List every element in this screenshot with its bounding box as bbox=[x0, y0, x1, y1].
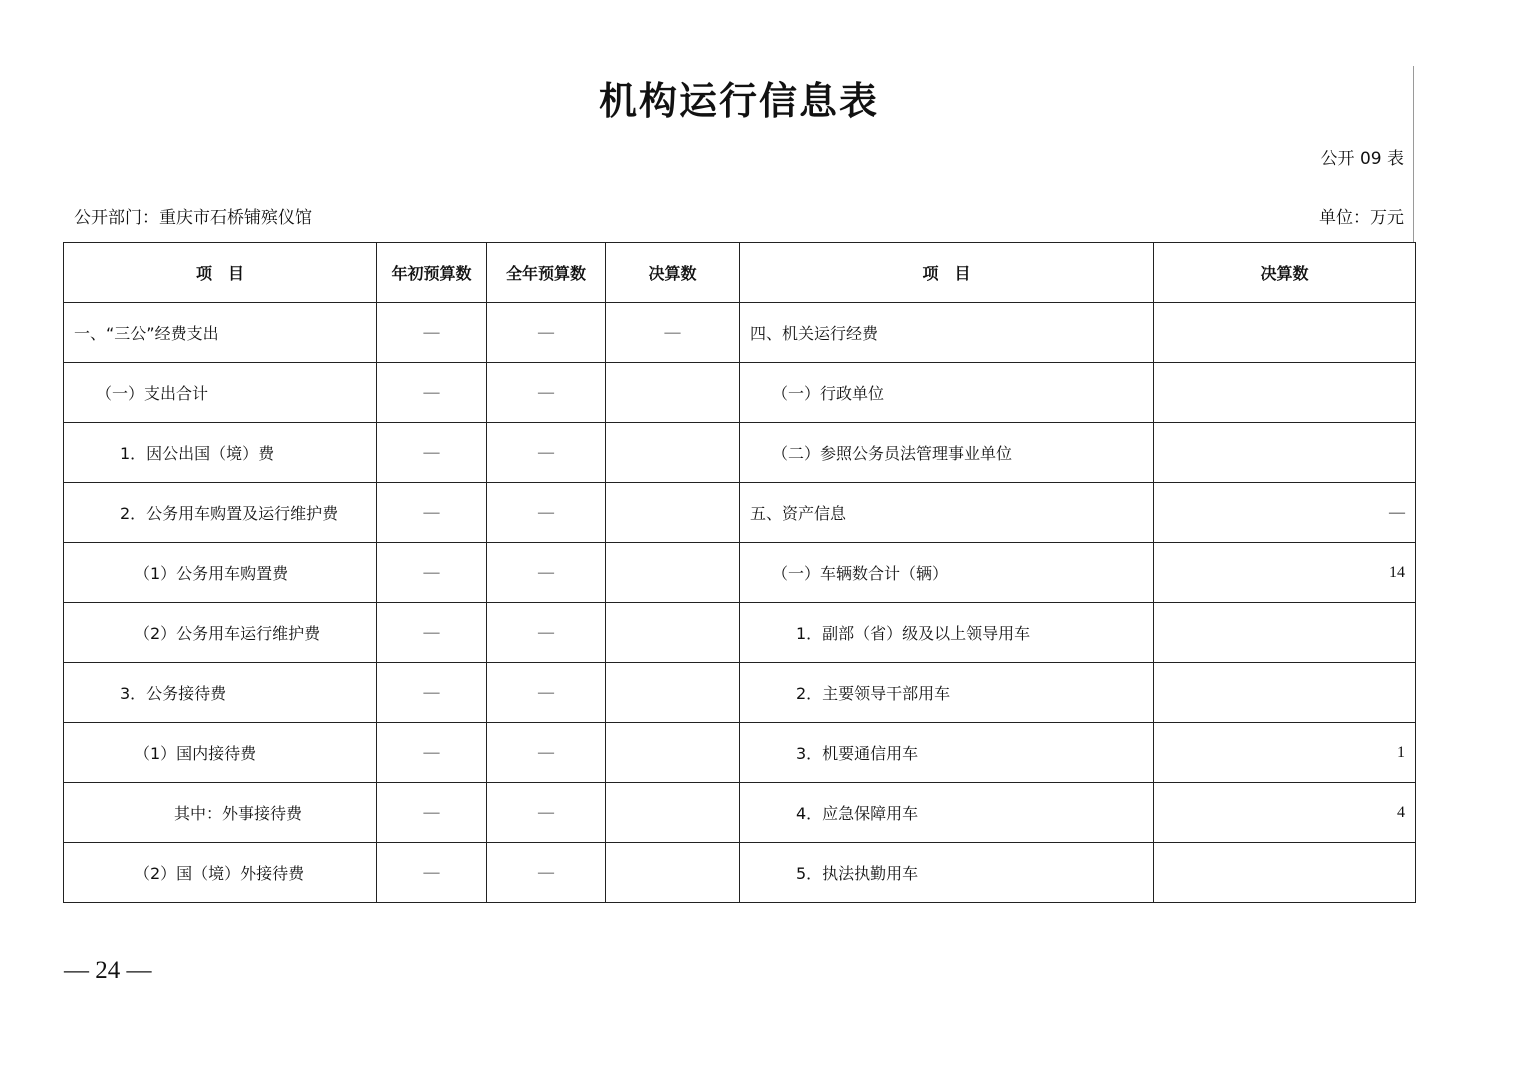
header-final-left: 决算数 bbox=[606, 243, 740, 303]
row-initial-budget: — bbox=[377, 843, 487, 903]
header-initial-budget: 年初预算数 bbox=[377, 243, 487, 303]
row-item-left: 一、“三公”经费支出 bbox=[64, 303, 377, 363]
row-annual-budget: — bbox=[487, 603, 606, 663]
page-number: — 24 — bbox=[64, 957, 152, 984]
row-item-left: （2）国（境）外接待费 bbox=[64, 843, 377, 903]
table-row bbox=[64, 423, 1416, 483]
header-item-left: 项 目 bbox=[64, 243, 377, 303]
row-annual-budget: — bbox=[487, 843, 606, 903]
row-item-left: 3．公务接待费 bbox=[64, 663, 377, 723]
row-item-left: （一）支出合计 bbox=[64, 363, 377, 423]
row-final-left bbox=[606, 483, 740, 543]
table-row bbox=[64, 363, 1416, 423]
row-final-left bbox=[606, 723, 740, 783]
row-final-left bbox=[606, 423, 740, 483]
row-item-right: （二）参照公务员法管理事业单位 bbox=[740, 423, 1154, 483]
row-final-right bbox=[1154, 363, 1416, 423]
header-annual-budget: 全年预算数 bbox=[487, 243, 606, 303]
row-final-right: 1 bbox=[1154, 723, 1416, 783]
row-item-left: 其中：外事接待费 bbox=[64, 783, 377, 843]
row-annual-budget: — bbox=[487, 663, 606, 723]
table-header-row bbox=[64, 243, 1416, 303]
form-number: 公开 09 表 bbox=[1320, 149, 1404, 169]
row-initial-budget: — bbox=[377, 783, 487, 843]
row-final-right bbox=[1154, 663, 1416, 723]
row-item-right: 四、机关运行经费 bbox=[740, 303, 1154, 363]
row-item-left: 1．因公出国（境）费 bbox=[64, 423, 377, 483]
row-final-right bbox=[1154, 303, 1416, 363]
row-initial-budget: — bbox=[377, 603, 487, 663]
row-initial-budget: — bbox=[377, 723, 487, 783]
row-item-right: 5．执法执勤用车 bbox=[740, 843, 1154, 903]
row-final-left bbox=[606, 663, 740, 723]
row-item-left: 2．公务用车购置及运行维护费 bbox=[64, 483, 377, 543]
row-initial-budget: — bbox=[377, 663, 487, 723]
row-annual-budget: — bbox=[487, 543, 606, 603]
row-final-right: 14 bbox=[1154, 543, 1416, 603]
row-final-right: — bbox=[1154, 483, 1416, 543]
row-final-left: — bbox=[606, 303, 740, 363]
table-row bbox=[64, 723, 1416, 783]
page-title: 机构运行信息表 bbox=[598, 79, 879, 123]
row-initial-budget: — bbox=[377, 303, 487, 363]
row-annual-budget: — bbox=[487, 303, 606, 363]
row-item-right: 3．机要通信用车 bbox=[740, 723, 1154, 783]
row-item-left: （1）国内接待费 bbox=[64, 723, 377, 783]
table-row bbox=[64, 303, 1416, 363]
row-item-right: 1．副部（省）级及以上领导用车 bbox=[740, 603, 1154, 663]
row-annual-budget: — bbox=[487, 783, 606, 843]
row-initial-budget: — bbox=[377, 363, 487, 423]
row-annual-budget: — bbox=[487, 483, 606, 543]
row-final-right bbox=[1154, 843, 1416, 903]
row-annual-budget: — bbox=[487, 723, 606, 783]
row-final-left bbox=[606, 543, 740, 603]
row-final-left bbox=[606, 603, 740, 663]
row-initial-budget: — bbox=[377, 543, 487, 603]
row-final-left bbox=[606, 783, 740, 843]
row-initial-budget: — bbox=[377, 483, 487, 543]
header-final-right: 决算数 bbox=[1154, 243, 1416, 303]
row-item-right: 4．应急保障用车 bbox=[740, 783, 1154, 843]
row-initial-budget: — bbox=[377, 423, 487, 483]
row-item-right: （一）行政单位 bbox=[740, 363, 1154, 423]
department-label: 公开部门：重庆市石桥铺殡仪馆 bbox=[74, 208, 312, 228]
row-item-right: （一）车辆数合计（辆） bbox=[740, 543, 1154, 603]
table-row bbox=[64, 663, 1416, 723]
table-row bbox=[64, 543, 1416, 603]
table-row bbox=[64, 603, 1416, 663]
row-item-left: （2）公务用车运行维护费 bbox=[64, 603, 377, 663]
row-item-right: 2．主要领导干部用车 bbox=[740, 663, 1154, 723]
row-item-left: （1）公务用车购置费 bbox=[64, 543, 377, 603]
row-final-right bbox=[1154, 603, 1416, 663]
row-final-left bbox=[606, 363, 740, 423]
header-item-right: 项 目 bbox=[740, 243, 1154, 303]
table-row bbox=[64, 483, 1416, 543]
table-row bbox=[64, 843, 1416, 903]
row-annual-budget: — bbox=[487, 363, 606, 423]
row-annual-budget: — bbox=[487, 423, 606, 483]
table-row bbox=[64, 783, 1416, 843]
row-final-right bbox=[1154, 423, 1416, 483]
row-final-left bbox=[606, 843, 740, 903]
info-table bbox=[63, 242, 1416, 903]
row-final-right: 4 bbox=[1154, 783, 1416, 843]
unit-label: 单位：万元 bbox=[1319, 208, 1404, 228]
row-item-right: 五、资产信息 bbox=[740, 483, 1154, 543]
